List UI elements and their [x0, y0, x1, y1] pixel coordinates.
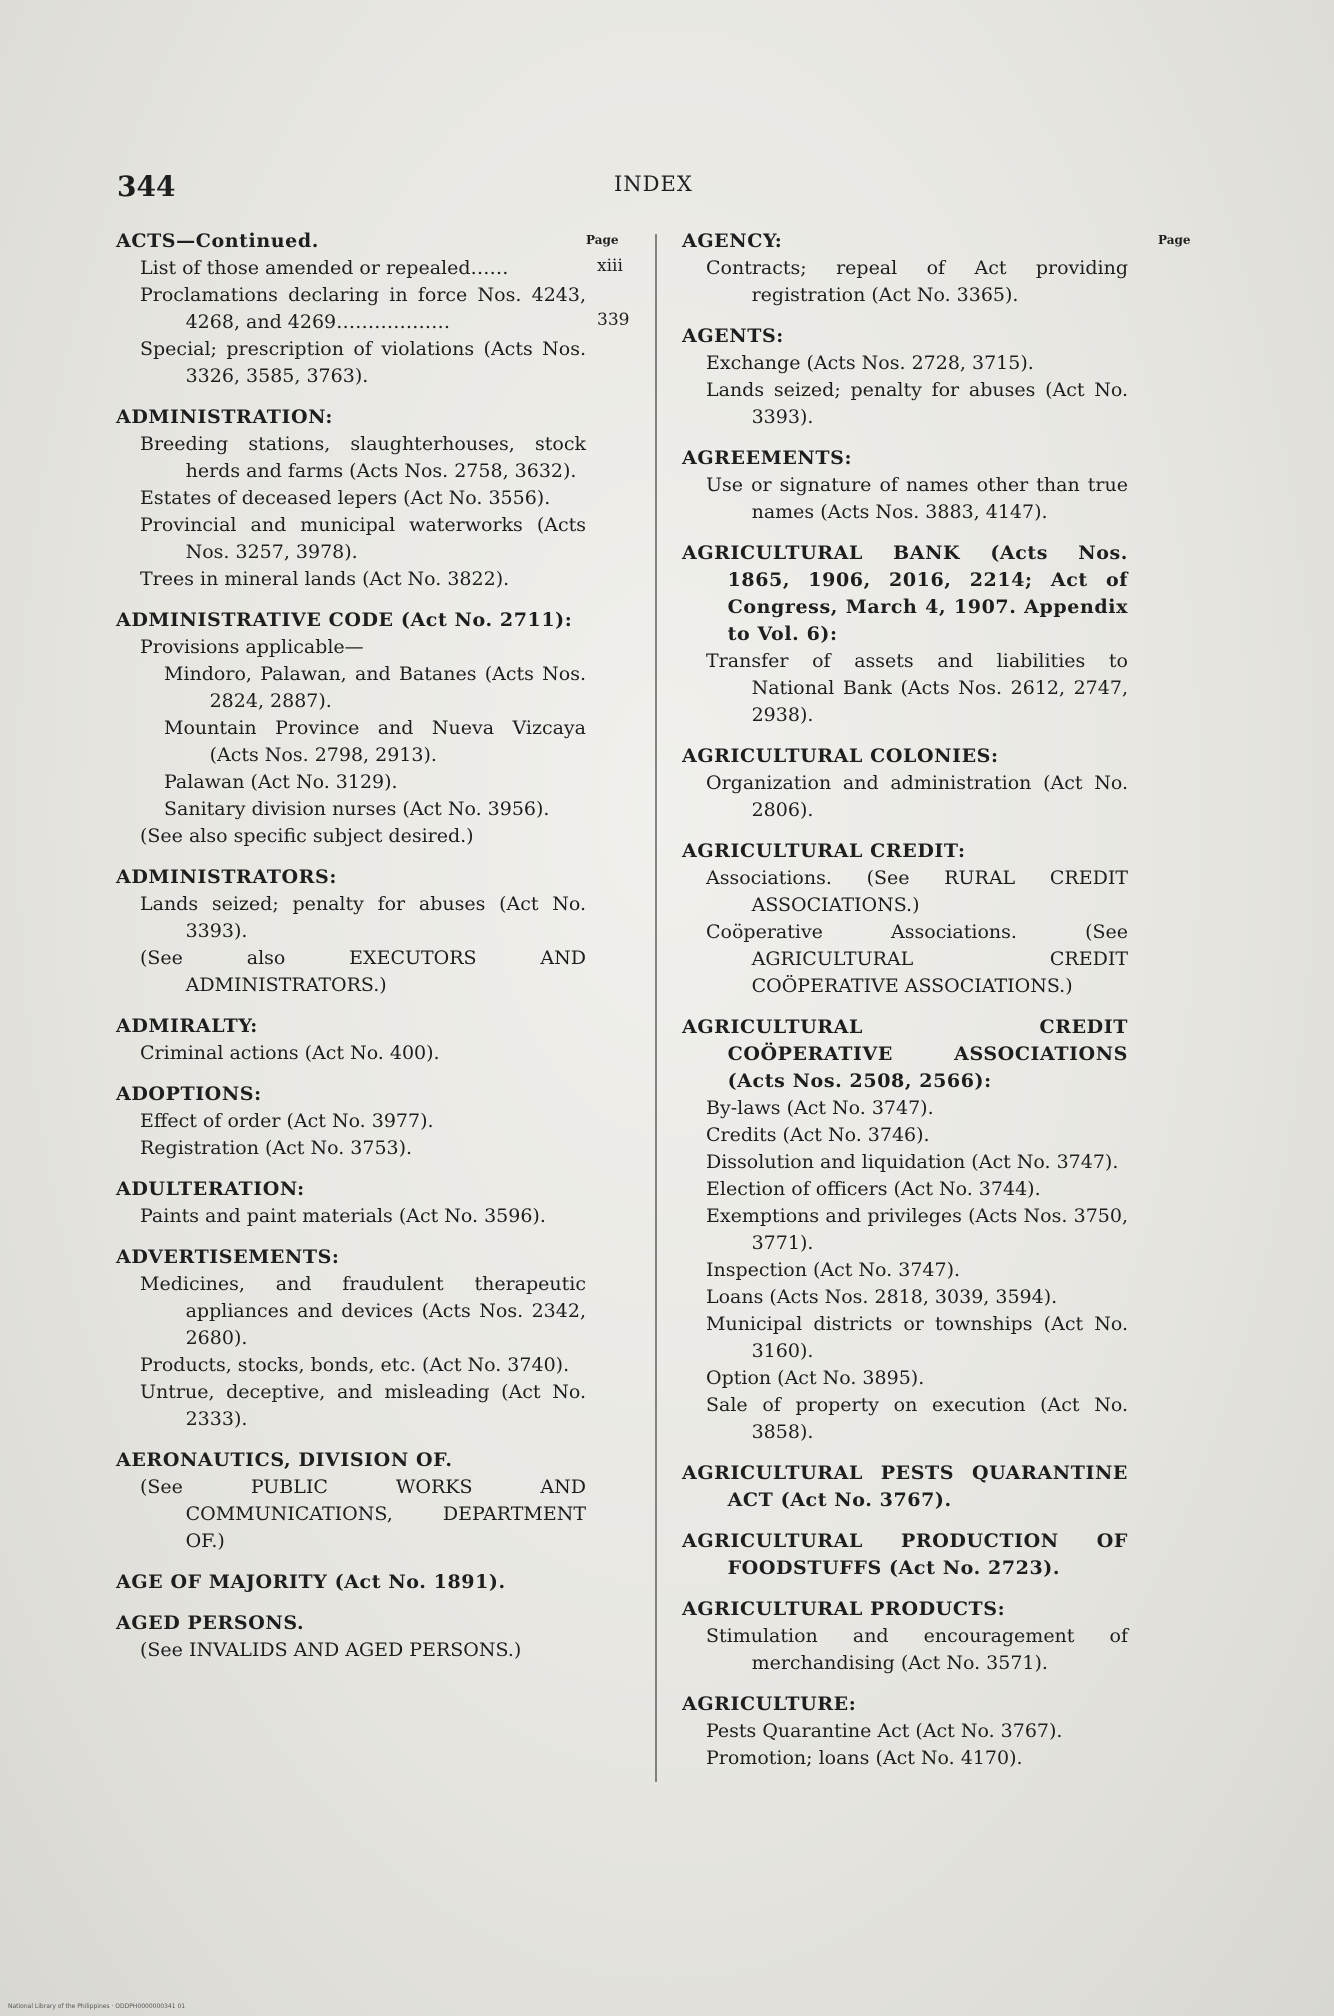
- page-column-label-left: Page: [586, 233, 619, 247]
- index-heading: AGRICULTURAL PRODUCTS:: [682, 1598, 1006, 1620]
- index-entry: Contracts; repeal of Act providing registration (Act No. 3365).: [706, 257, 1128, 306]
- index-heading: AGRICULTURE:: [682, 1693, 857, 1715]
- index-column-right: [682, 228, 1128, 1772]
- page-number: 344: [117, 170, 176, 203]
- index-entry: Paints and paint materials (Act No. 3596).: [140, 1205, 546, 1227]
- index-entry: Products, stocks, bonds, etc. (Act No. 3740).: [140, 1354, 570, 1376]
- index-heading: AGRICULTURAL PRODUCTION OF FOODSTUFFS (Act No. 2723).: [682, 1530, 1128, 1579]
- index-entry: By-laws (Act No. 3747).: [706, 1097, 934, 1119]
- index-heading: AGENCY:: [682, 230, 783, 252]
- index-entry: Untrue, deceptive, and misleading (Act No. 2333).: [140, 1381, 586, 1430]
- column-divider: [655, 234, 657, 1782]
- index-entry: (See INVALIDS AND AGED PERSONS.): [140, 1639, 522, 1661]
- index-heading: AERONAUTICS, DIVISION OF.: [116, 1449, 453, 1471]
- index-heading: ADMIRALTY:: [116, 1015, 258, 1037]
- index-entry: Palawan (Act No. 3129).: [164, 771, 398, 793]
- index-heading: ACTS—Continued.: [116, 230, 319, 252]
- index-entry: Effect of order (Act No. 3977).: [140, 1110, 434, 1132]
- index-entry: Mountain Province and Nueva Vizcaya (Acts Nos. 2798, 2913).: [164, 717, 586, 766]
- index-entry: Sanitary division nurses (Act No. 3956).: [164, 798, 550, 820]
- index-entry: Lands seized; penalty for abuses (Act No. 3393).: [140, 893, 586, 942]
- index-entry: Breeding stations, slaughterhouses, stock herds and farms (Acts Nos. 2758, 3632).: [140, 433, 586, 482]
- running-head: INDEX: [614, 172, 693, 196]
- page-ref: xiii: [597, 256, 623, 276]
- index-heading: AGREEMENTS:: [682, 447, 853, 469]
- index-entry: (See also EXECUTORS AND ADMINISTRATORS.): [140, 947, 586, 996]
- index-entry: Lands seized; penalty for abuses (Act No. 3393).: [706, 379, 1128, 428]
- index-entry: Use or signature of names other than true names (Acts Nos. 3883, 4147).: [706, 474, 1128, 523]
- index-entry: Municipal districts or townships (Act No. 3160).: [706, 1313, 1128, 1362]
- index-heading: AGRICULTURAL BANK (Acts Nos. 1865, 1906, 2016, 2214; Act of Congress, March 4, 1907. Appendix to Vol. 6):: [682, 542, 1128, 645]
- index-entry: Provincial and municipal waterworks (Acts Nos. 3257, 3978).: [140, 514, 586, 563]
- index-heading: AGRICULTURAL PESTS QUARANTINE ACT (Act No. 3767).: [682, 1462, 1128, 1511]
- index-entry: Medicines, and fraudulent therapeutic appliances and devices (Acts Nos. 2342, 2680).: [140, 1273, 586, 1349]
- index-entry: Option (Act No. 3895).: [706, 1367, 925, 1389]
- index-entry: Sale of property on execution (Act No. 3858).: [706, 1394, 1128, 1443]
- index-heading: ADMINISTRATION:: [116, 406, 334, 428]
- index-heading: AGRICULTURAL CREDIT:: [682, 840, 966, 862]
- index-entry: (See also specific subject desired.): [140, 825, 474, 847]
- index-entry: Associations. (See RURAL CREDIT ASSOCIATIONS.): [706, 867, 1128, 916]
- index-heading: ADOPTIONS:: [116, 1083, 262, 1105]
- index-heading: AGE OF MAJORITY (Act No. 1891).: [116, 1571, 506, 1593]
- index-entry: Promotion; loans (Act No. 4170).: [706, 1747, 1023, 1769]
- index-entry: Exchange (Acts Nos. 2728, 3715).: [706, 352, 1034, 374]
- index-heading: AGRICULTURAL CREDIT COÖPERATIVE ASSOCIATIONS (Acts Nos. 2508, 2566):: [682, 1016, 1128, 1092]
- index-entry: Mindoro, Palawan, and Batanes (Acts Nos. 2824, 2887).: [164, 663, 586, 712]
- index-entry: Inspection (Act No. 3747).: [706, 1259, 961, 1281]
- index-heading: ADMINISTRATIVE CODE (Act No. 2711):: [116, 609, 573, 631]
- page-ref: 339: [597, 310, 630, 330]
- scan-footer-note: National Library of the Philippines · ODDPH0000000341 01: [8, 2003, 186, 2010]
- index-heading: ADVERTISEMENTS:: [116, 1246, 340, 1268]
- index-entry: (See PUBLIC WORKS AND COMMUNICATIONS, DEPARTMENT OF.): [140, 1476, 586, 1552]
- index-entry: Dissolution and liquidation (Act No. 3747).: [706, 1151, 1119, 1173]
- index-entry: Exemptions and privileges (Acts Nos. 3750, 3771).: [706, 1205, 1128, 1254]
- index-entry: Organization and administration (Act No. 2806).: [706, 772, 1128, 821]
- index-entry: Provisions applicable—: [140, 636, 364, 658]
- index-entry: Transfer of assets and liabilities to National Bank (Acts Nos. 2612, 2747, 2938).: [706, 650, 1128, 726]
- index-heading: AGED PERSONS.: [116, 1612, 305, 1634]
- index-entry: Coöperative Associations. (See AGRICULTURAL CREDIT COÖPERATIVE ASSOCIATIONS.): [706, 921, 1128, 997]
- index-heading: ADULTERATION:: [116, 1178, 305, 1200]
- index-entry: Registration (Act No. 3753).: [140, 1137, 413, 1159]
- index-entry: List of those amended or repealed……: [140, 257, 509, 279]
- index-entry: Pests Quarantine Act (Act No. 3767).: [706, 1720, 1063, 1742]
- index-entry: Election of officers (Act No. 3744).: [706, 1178, 1041, 1200]
- index-heading: ADMINISTRATORS:: [116, 866, 337, 888]
- index-entry: Credits (Act No. 3746).: [706, 1124, 930, 1146]
- index-heading: AGENTS:: [682, 325, 784, 347]
- index-entry: Stimulation and encouragement of merchandising (Act No. 3571).: [706, 1625, 1128, 1674]
- index-entry: Trees in mineral lands (Act No. 3822).: [140, 568, 510, 590]
- index-entry: Proclamations declaring in force Nos. 4243, 4268, and 4269………………: [140, 284, 586, 333]
- index-heading: AGRICULTURAL COLONIES:: [682, 745, 999, 767]
- index-column-left: [116, 228, 586, 1664]
- index-entry: Estates of deceased lepers (Act No. 3556).: [140, 487, 551, 509]
- index-entry: Criminal actions (Act No. 400).: [140, 1042, 440, 1064]
- index-entry: Special; prescription of violations (Acts Nos. 3326, 3585, 3763).: [140, 338, 586, 387]
- page-column-label-right: Page: [1158, 233, 1191, 247]
- index-entry: Loans (Acts Nos. 2818, 3039, 3594).: [706, 1286, 1058, 1308]
